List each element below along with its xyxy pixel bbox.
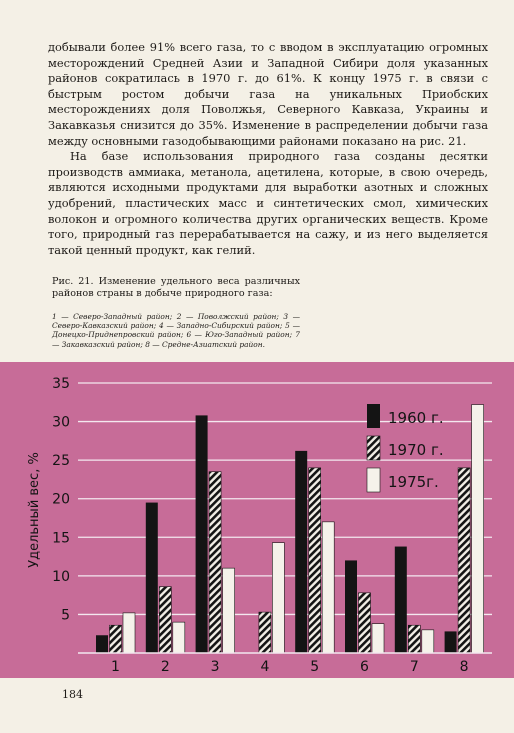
bar-1-series-2: [110, 625, 122, 653]
legend-label-2: 1970 г.: [388, 441, 444, 459]
body-text: [48, 40, 488, 258]
bar-2-series-3: [173, 622, 185, 653]
legend-swatch-2: [367, 436, 380, 460]
bar-8-series-3: [472, 405, 484, 653]
legend-label-3: 1975г.: [388, 473, 439, 491]
legend-label-1: 1960 г.: [388, 409, 444, 427]
paragraph-1: добывали более 91% всего газа, то с вводом в эксплуатацию огромных месторождений Средней Азии и Западной Сибири доля указанных районов сократилась в 1970 г. до 61%. К концу 1975 г. в связи с быстрым ростом добычи газа на уникальных Приобских месторождениях доля Поволжья, Северного Кавказа, Украины и Закавказья снизится до 35%. Изменение в распределении добычи газа между основными газодобывающими районами показано на рис. 21.: [48, 40, 488, 148]
bar-8-series-1: [445, 631, 457, 653]
y-tick-label: 25: [52, 453, 70, 470]
bar-6-series-2: [359, 593, 371, 653]
bar-6-series-1: [345, 560, 357, 653]
y-tick-label: 30: [52, 414, 70, 431]
y-tick-label: 20: [52, 491, 70, 508]
bar-chart: [0, 362, 514, 678]
page-number: 184: [62, 688, 83, 701]
paragraph-2: На базе использования природного газа созданы десятки производств аммиака, метанола, ацетилена, которые, в свою очередь, являются исходными продуктами для выработки азотных и сложных удобрений, пластических масс и синтетических смол, химических волокон и огромного количества других органических веществ. Кроме того, природный газ перерабатывается на сажу, и из него выделяется такой ценный продукт, как гелий.: [48, 149, 488, 257]
bar-2-series-2: [159, 587, 171, 653]
y-axis-label: Удельный вес, %: [27, 452, 42, 568]
figure-caption: Рис. 21. Изменение удельного веса различных районов страны в добыче природного газа:: [52, 276, 300, 299]
bar-2-series-1: [146, 503, 158, 653]
legend-swatch-3: [367, 468, 380, 492]
legend-swatch-1: [367, 404, 380, 428]
x-tick-label: 3: [210, 659, 220, 675]
x-tick-label: 8: [459, 659, 469, 675]
x-tick-label: 4: [260, 659, 270, 675]
bar-3-series-3: [223, 568, 235, 653]
x-tick-label: 5: [310, 659, 320, 675]
bar-5-series-3: [322, 522, 334, 653]
bar-6-series-3: [372, 624, 384, 653]
y-tick-label: 35: [52, 376, 70, 392]
bar-8-series-2: [458, 468, 470, 653]
bar-5-series-2: [309, 468, 321, 653]
bar-7-series-3: [422, 630, 434, 653]
figure-legend-note: 1 — Северо-Западный район; 2 — Поволжский район; 3 — Северо-Кавказский район; 4 — Западно-Сибирский район; 5 — Донецко-Приднепровский район; 6 — Юго-Западный район; 7 — Закавказский район; 8 — Средне-Азиатский район.: [52, 312, 300, 349]
chart-panel: [0, 362, 514, 678]
bar-7-series-1: [395, 547, 407, 653]
y-tick-label: 10: [52, 568, 70, 585]
bar-4-series-2: [259, 612, 271, 653]
bar-5-series-1: [295, 451, 307, 653]
bar-7-series-2: [408, 625, 420, 653]
bar-1-series-3: [123, 613, 135, 653]
bar-3-series-2: [209, 472, 221, 653]
x-tick-label: 2: [160, 659, 170, 675]
bar-3-series-1: [196, 415, 208, 653]
y-tick-label: 5: [61, 607, 70, 624]
bar-4-series-3: [272, 543, 284, 653]
x-tick-label: 7: [409, 659, 419, 675]
bar-1-series-1: [96, 635, 108, 653]
y-tick-label: 15: [52, 530, 70, 547]
x-tick-label: 1: [111, 659, 120, 675]
x-tick-label: 6: [360, 659, 369, 675]
